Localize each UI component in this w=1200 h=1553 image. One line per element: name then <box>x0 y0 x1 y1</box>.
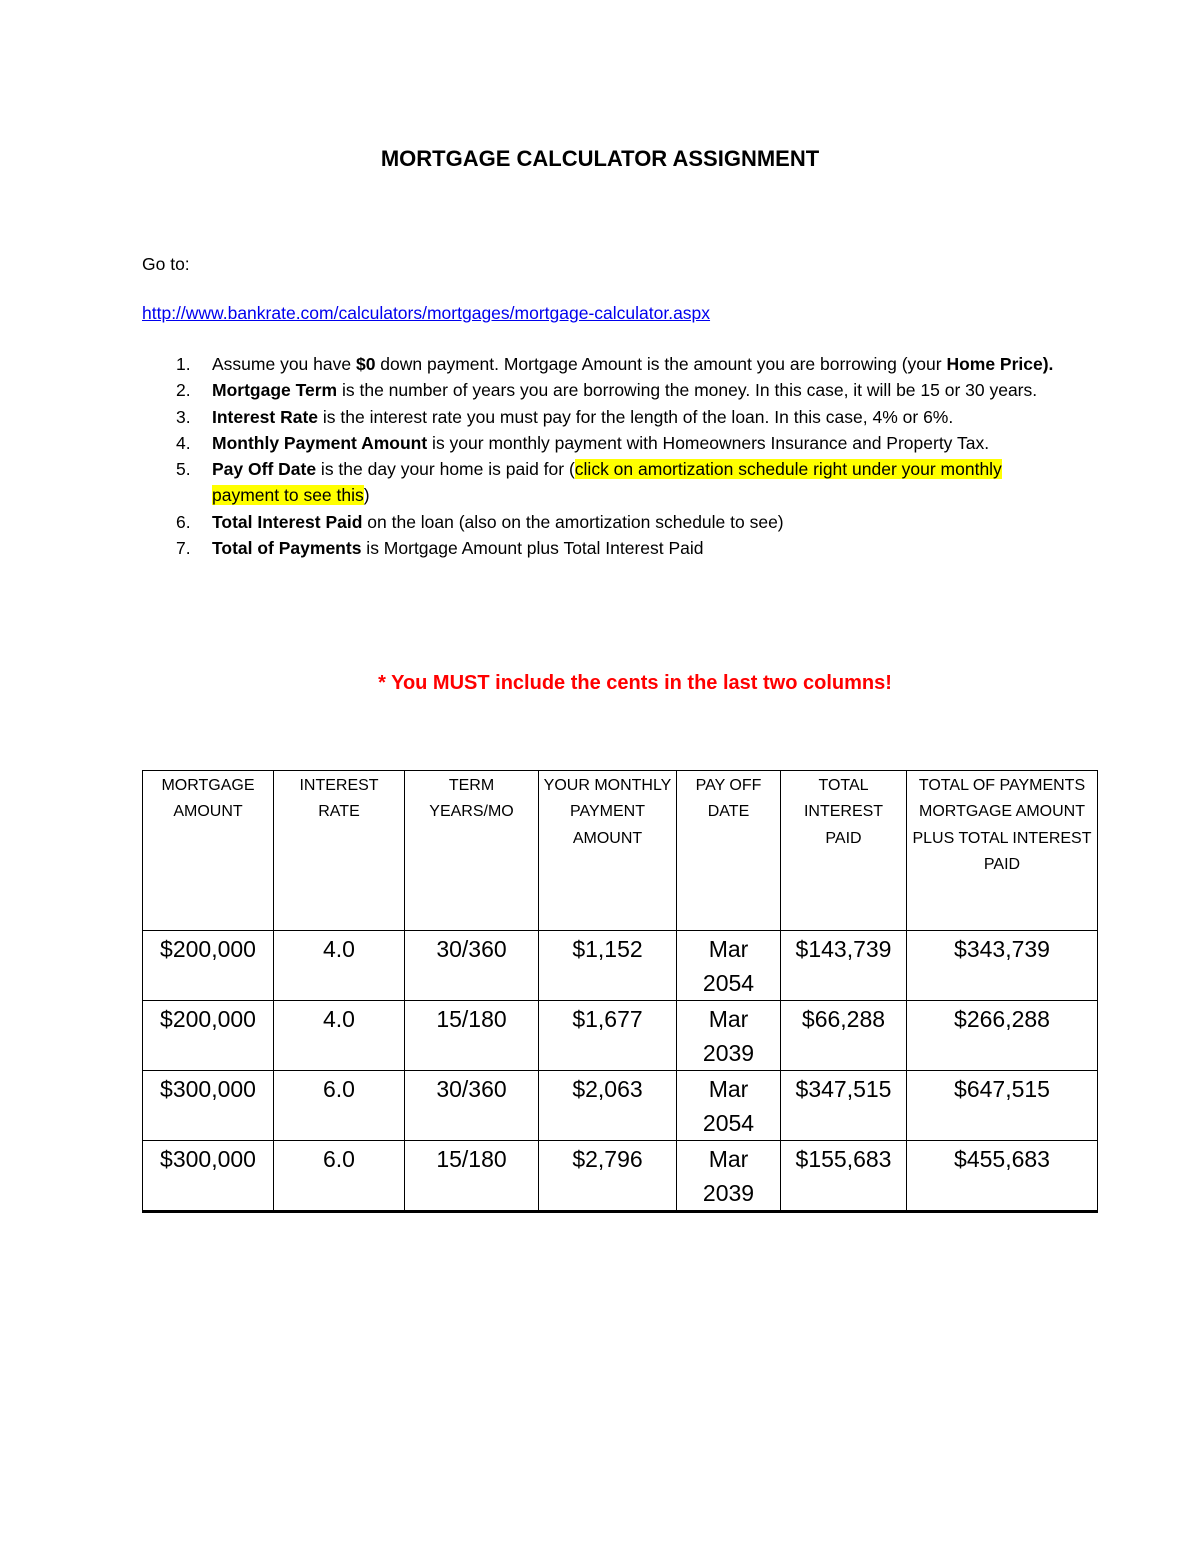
list-number: 7. <box>176 538 191 559</box>
table-cell: $200,000 <box>143 1001 274 1071</box>
column-header-total-payments: TOTAL OF PAYMENTS MORTGAGE AMOUNT PLUS TOTAL INTEREST PAID <box>907 771 1098 931</box>
table-cell: $66,288 <box>781 1001 907 1071</box>
table-cell: Mar 2039 <box>677 1001 781 1071</box>
list-bold-term: $0 <box>355 354 376 374</box>
table-cell: 4.0 <box>274 1001 405 1071</box>
instructions-list <box>142 351 1062 561</box>
table-cell: $2,063 <box>539 1071 677 1141</box>
table-cell: 30/360 <box>405 1071 539 1141</box>
column-header-pay-off-date: PAY OFF DATE <box>677 771 781 931</box>
column-header-term: TERM YEARS/MO <box>405 771 539 931</box>
list-bold-term: Monthly Payment Amount <box>212 432 428 453</box>
table-cell: 30/360 <box>405 931 539 1001</box>
list-number: 1. <box>176 354 191 374</box>
list-item <box>142 377 1062 403</box>
list-bold-term: Home Price). <box>946 354 1054 374</box>
list-item <box>142 509 1062 535</box>
table-cell: $266,288 <box>907 1001 1098 1071</box>
list-text: is your monthly payment with Homeowners Insurance and Property Tax. <box>427 432 990 453</box>
table-header-row <box>143 771 1098 931</box>
table-cell: $200,000 <box>143 931 274 1001</box>
highlighted-text: click on amortization schedule right under your monthly payment to see this <box>212 459 1002 506</box>
table-row <box>143 1141 1098 1212</box>
table-cell: $347,515 <box>781 1071 907 1141</box>
list-item <box>142 404 1062 430</box>
table-cell: $143,739 <box>781 931 907 1001</box>
list-bold-term: Interest Rate <box>212 406 319 427</box>
table-cell: Mar 2054 <box>677 1071 781 1141</box>
list-text: is the interest rate you must pay for the length of the loan. In this case, 4% or 6%. <box>318 406 954 427</box>
list-number: 6. <box>176 511 191 532</box>
list-text: ) <box>363 485 370 506</box>
table-cell: 4.0 <box>274 931 405 1001</box>
table-row <box>143 1001 1098 1071</box>
table-cell: Mar 2039 <box>677 1141 781 1212</box>
list-text: is Mortgage Amount plus Total Interest Paid <box>361 538 704 559</box>
table-row <box>143 1071 1098 1141</box>
table-cell: 6.0 <box>274 1071 405 1141</box>
table-row <box>143 931 1098 1001</box>
table-cell: $1,152 <box>539 931 677 1001</box>
list-number: 3. <box>176 406 191 427</box>
table-cell: Mar 2054 <box>677 931 781 1001</box>
column-header-monthly-payment: YOUR MONTHLY PAYMENT AMOUNT <box>539 771 677 931</box>
list-number: 2. <box>176 380 191 401</box>
bankrate-calculator-link[interactable]: http://www.bankrate.com/calculators/mortgages/mortgage-calculator.aspx <box>142 303 711 323</box>
list-item <box>142 351 1062 377</box>
list-number: 5. <box>176 459 191 480</box>
list-text: is the day your home is paid for ( <box>316 459 575 480</box>
table-cell: $2,796 <box>539 1141 677 1212</box>
list-text: Assume you have <box>212 354 356 374</box>
column-header-interest-rate: INTEREST RATE <box>274 771 405 931</box>
list-bold-term: Total of Payments <box>212 538 362 559</box>
mortgage-table <box>142 770 1098 1213</box>
cents-warning: * You MUST include the cents in the last two columns! <box>378 672 892 694</box>
list-bold-term: Total Interest Paid <box>212 511 363 532</box>
list-text: on the loan (also on the amortization schedule to see) <box>362 511 784 532</box>
list-text: down payment. Mortgage Amount is the amount you are borrowing (your <box>375 354 947 374</box>
list-bold-term: Pay Off Date <box>212 459 317 480</box>
table-cell: $647,515 <box>907 1071 1098 1141</box>
goto-label: Go to: <box>142 254 190 274</box>
column-header-total-interest: TOTAL INTEREST PAID <box>781 771 907 931</box>
table-cell: $1,677 <box>539 1001 677 1071</box>
list-bold-term: Mortgage Term <box>212 380 338 401</box>
table-cell: 15/180 <box>405 1001 539 1071</box>
column-header-mortgage-amount: MORTGAGE AMOUNT <box>143 771 274 931</box>
list-item <box>142 456 1062 509</box>
table-cell: $155,683 <box>781 1141 907 1212</box>
table-cell: $455,683 <box>907 1141 1098 1212</box>
list-number: 4. <box>176 432 191 453</box>
table-cell: 6.0 <box>274 1141 405 1212</box>
list-item <box>142 430 1062 456</box>
page-title: MORTGAGE CALCULATOR ASSIGNMENT <box>380 146 820 171</box>
table-cell: 15/180 <box>405 1141 539 1212</box>
list-text: is the number of years you are borrowing the money. In this case, it will be 15 or 30 years. <box>337 380 1038 401</box>
table-cell: $343,739 <box>907 931 1098 1001</box>
table-cell: $300,000 <box>143 1071 274 1141</box>
table-cell: $300,000 <box>143 1141 274 1212</box>
list-item <box>142 535 1062 561</box>
